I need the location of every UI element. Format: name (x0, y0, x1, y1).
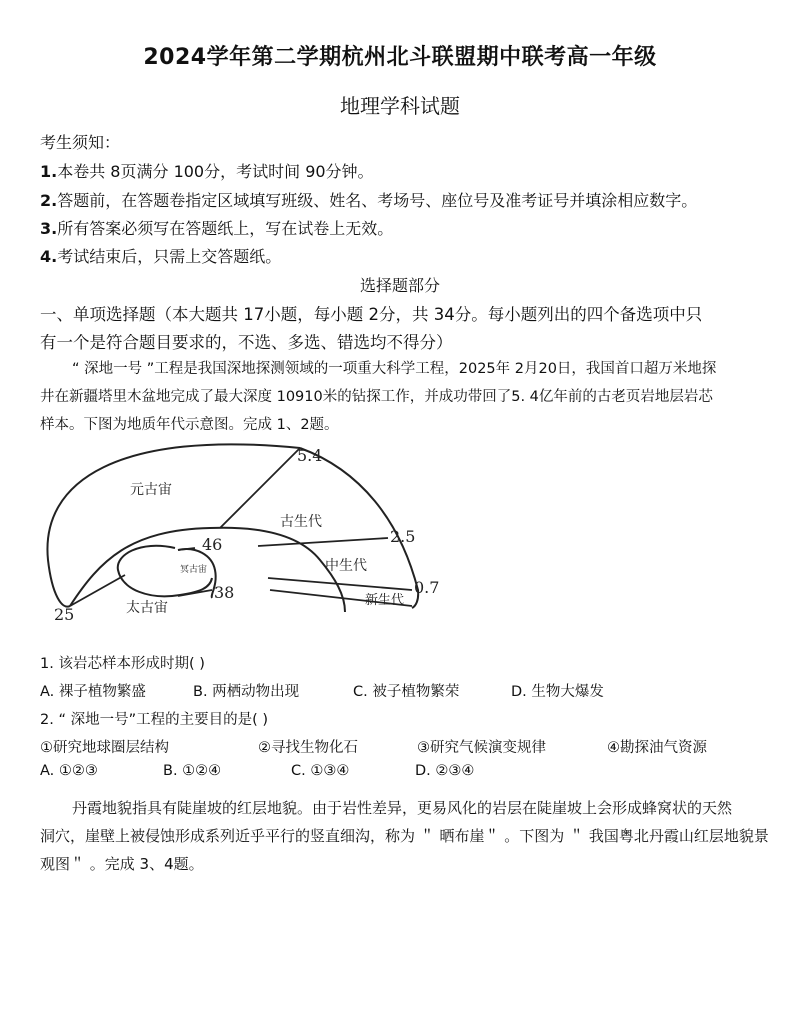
notice-item (40, 159, 374, 182)
boundary-2.5 (258, 538, 388, 546)
notice-item-number: 4. (40, 247, 58, 266)
q1-option-b: B. 两栖动物出现 (193, 684, 300, 700)
number-38: 38 (214, 583, 235, 602)
number-25: 25 (54, 605, 75, 624)
notice-item (40, 188, 697, 211)
q2-option-c: C. ①③④ (291, 763, 350, 779)
number-0.7: 0.7 (414, 578, 440, 597)
q2-item-3: ③研究气候演变规律 (417, 740, 546, 756)
question-2-stem: 2. “ 深地一号”工程的主要目的是( ) (40, 712, 268, 728)
geologic-time-spiral-diagram (40, 440, 460, 630)
boundary-38 (178, 590, 212, 596)
q2-option-b: B. ①②④ (163, 763, 222, 779)
notice-item-text: 本卷共 8页满分 100分，考试时间 90分钟。 (57, 162, 374, 181)
q1-option-a: A. 裸子植物繁盛 (40, 684, 146, 700)
number-5.4: 5.4 (297, 446, 323, 465)
boundary-0.7 (268, 578, 412, 590)
question-1-stem: 1. 该岩芯样本形成时期( ) (40, 656, 205, 672)
boundary-25 (70, 575, 125, 606)
q2-item-1: ①研究地球圈层结构 (40, 740, 169, 756)
notice-item-text: 考试结束后，只需上交答题纸。 (57, 247, 282, 266)
exam-title: 2024学年第二学期杭州北斗联盟期中联考高一年级 (143, 45, 657, 70)
passage2-line1: 丹霞地貌指具有陡崖坡的红层地貌。由于岩性差异，更易风化的岩层在陡崖坡上会形成蜂窝状的天然 (72, 799, 733, 817)
passage1-line3: 样本。下图为地质年代示意图。完成 1、2题。 (40, 417, 339, 433)
notice-item-text: 答题前，在答题卷指定区域填写班级、姓名、考场号、座位号及准考证号并填涂相应数字。 (57, 191, 698, 210)
notice-item-text: 所有答案必须写在答题纸上，写在试卷上无效。 (57, 219, 394, 238)
q2-option-a: A. ①②③ (40, 763, 98, 779)
q2-item-2: ②寻找生物化石 (258, 740, 358, 756)
label-taigu: 太古宙 (126, 600, 168, 616)
passage1-line1: “ 深地一号 ”工程是我国深地探测领域的一项重大科学工程，2025年 2月20日，我国首口超万米地探 (72, 361, 717, 377)
q2-option-d: D. ②③④ (415, 763, 475, 779)
passage1-line2: 井在新疆塔里木盆地完成了最大深度 10910米的钻探工作，并成功带回了5. 4亿年前的古老页岩地层岩芯 (40, 389, 713, 405)
number-2.5: 2.5 (390, 527, 416, 546)
number-46: 46 (202, 535, 223, 554)
notice-heading: 考生须知： (40, 133, 121, 152)
label-yuangu: 元古宙 (130, 482, 172, 498)
q2-item-4: ④勘探油气资源 (607, 740, 707, 756)
notice-item-number: 2. (40, 191, 58, 210)
notice-item (40, 244, 281, 267)
notice-item (40, 216, 393, 239)
passage2-line3: 观图＂ 。完成 3、4题。 (40, 855, 204, 873)
label-xinsheng: 新生代 (365, 593, 405, 608)
label-gusheng: 古生代 (280, 514, 322, 530)
label-zhongsheng: 中生代 (325, 558, 367, 574)
spiral-outer-boundary (47, 444, 300, 606)
passage2-line2: 洞穴，崖壁上被侵蚀形成系列近乎平行的竖直细沟，称为 ＂ 晒布崖＂ 。下图为 ＂ 我国粤北丹霞山红层地貌景 (40, 827, 769, 845)
notice-item-number: 1. (40, 162, 58, 181)
label-mingu: 冥古宙 (180, 565, 208, 575)
q1-option-d: D. 生物大爆发 (511, 684, 604, 700)
section-title: 选择题部分 (359, 276, 440, 295)
q1-option-c: C. 被子植物繁荣 (353, 684, 460, 700)
part1-instructions-line2: 有一个是符合题目要求的，不选、多选、错选均不得分） (40, 333, 453, 352)
notice-item-number: 3. (40, 219, 58, 238)
exam-subtitle: 地理学科试题 (340, 94, 460, 118)
part1-instructions-line1: 一、单项选择题（本大题共 17小题，每小题 2分，共 34分。每小题列出的四个备选项中只 (40, 305, 703, 324)
